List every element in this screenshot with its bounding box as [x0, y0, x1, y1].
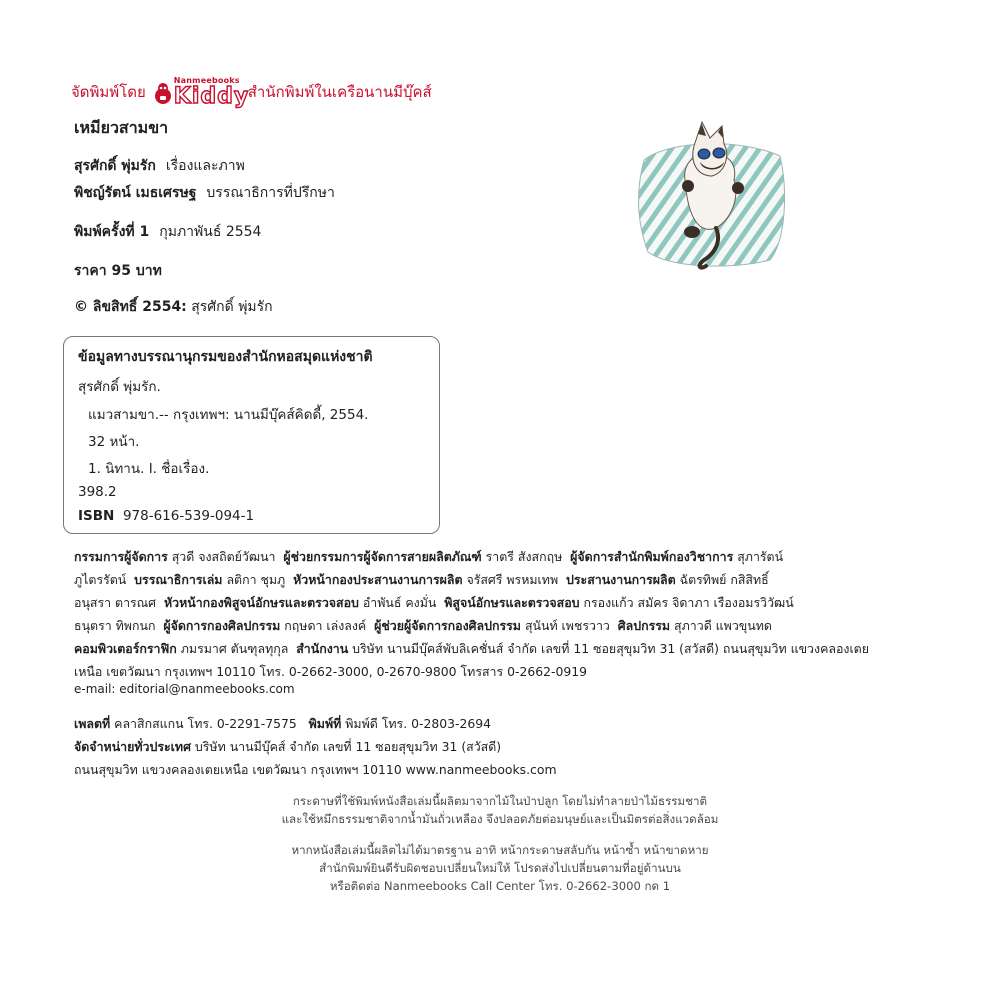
credits-line-4: ธนุตรา ทิพกนก ผู้จัดการกองศิลปกรรม กฤษดา เล่งลงค์ ผู้ช่วยผู้จัดการกองศิลปกรรม สุนันท์ เพชรวาว ศิลปกรรม สุภาวดี แพวขุนทด	[74, 618, 772, 633]
footer-notes	[0, 792, 1000, 895]
copyright-line	[74, 296, 273, 318]
catalog-class-number: 398.2	[78, 484, 117, 500]
publisher-line	[71, 76, 432, 108]
credits-line-6: เหนือ เขตวัฒนา กรุงเทพฯ 10110 โทร. 0-2662-3000, 0-2670-9800 โทรสาร 0-2662-0919	[74, 664, 587, 679]
edition-line	[74, 221, 261, 243]
price: ราคา 95 บาท	[74, 263, 162, 279]
edition-date: กุมภาพันธ์ 2554	[159, 224, 262, 240]
copyright-holder: สุรศักดิ์ พุ่มรัก	[191, 299, 273, 315]
email-address: e-mail: editorial@nanmeebooks.com	[74, 682, 295, 696]
plate-and-print-line: เพลตที่ คลาสิกสแกน โทร. 0-2291-7575 พิมพ์ที่ พิมพ์ดี โทร. 0-2803-2694	[74, 716, 491, 731]
edition-label: พิมพ์ครั้งที่ 1	[74, 224, 150, 240]
kiddy-logo: Nanmeebooks Kiddy	[152, 76, 244, 108]
call-center-note: หรือติดต่อ Nanmeebooks Call Center โทร. 0-2662-3000 กด 1	[329, 879, 671, 893]
distribution-address: ถนนสุขุมวิท แขวงคลองเตยเหนือ เขตวัฒนา กรุงเทพฯ 10110 www.nanmeebooks.com	[74, 762, 557, 777]
printing-info	[74, 712, 557, 781]
distribution-line: จัดจำหน่ายทั่วประเทศ บริษัท นานมีบุ๊คส์ จำกัด เลขที่ 11 ซอยสุขุมวิท 31 (สวัสดี)	[74, 739, 502, 754]
defect-note-2: สำนักพิมพ์ยินดีรับผิดชอบเปลี่ยนใหม่ให้ โปรดส่งไปเปลี่ยนตามที่อยู่ด้านบน	[319, 861, 681, 875]
credits-line-2: ภูไตรรัตน์ บรรณาธิการเล่ม ลติกา ชุมภู หัวหน้ากองประสานงานการผลิต จรัสศรี พรหมเทพ ประสานงานการผลิต ฉัตรทิพย์ กสิสิทธิ์	[74, 572, 769, 587]
credits-line-1: กรรมการผู้จัดการ สุวดี จงสถิตย์วัฒนา ผู้ช่วยกรรมการผู้จัดการสายผลิตภัณฑ์ ราตรี สังสกฤษ ผู้จัดการสำนักพิมพ์กองวิชาการ สุภารัตน์	[74, 549, 784, 564]
mascot-icon	[154, 82, 172, 104]
paper-note-2: และใช้หมึกธรรมชาติจากน้ำมันถั่วเหลือง จึงปลอดภัยต่อมนุษย์และเป็นมิตรต่อสิ่งแวดล้อม	[281, 812, 719, 826]
catalog-subjects: 1. นิทาน. I. ชื่อเรื่อง.	[88, 461, 210, 477]
advisor-line	[74, 182, 335, 204]
advisor-role: บรรณาธิการที่ปรึกษา	[206, 185, 335, 201]
advisor-name: พิชญ์รัตน์ เมธเศรษฐ	[74, 185, 197, 201]
credits-line-5: คอมพิวเตอร์กราฟิก ภมรมาศ ตันฑุลทุกุล สำนักงาน บริษัท นานมีบุ๊คส์พับลิเคชั่นส์ จำกัด เลขที่ 11 ซอยสุขุมวิท 31 (สวัสดี) ถนนสุขุมวิท แขวงคลองเตย	[74, 641, 869, 656]
catalog-isbn: ISBN 978-616-539-094-1	[78, 508, 255, 524]
author-line	[74, 155, 245, 177]
book-title: เหมียวสามขา	[74, 118, 169, 137]
publisher-prefix: จัดพิมพ์โดย	[71, 83, 146, 101]
publisher-suffix: สำนักพิมพ์ในเครือนานมีบุ๊คส์	[247, 83, 432, 101]
paper-note-1: กระดาษที่ใช้พิมพ์หนังสือเล่มนี้ผลิตมาจากไม้ในป่าปลูก โดยไม่ทำลายป่าไม้ธรรมชาติ	[292, 794, 708, 808]
author-name: สุรศักดิ์ พุ่มรัก	[74, 158, 156, 174]
defect-note-1: หากหนังสือเล่มนี้ผลิตไม่ได้มาตรฐาน อาทิ หน้ากระดาษสลับกัน หน้าซ้ำ หน้าขาดหาย	[291, 843, 709, 857]
credits-line-3: อนุสรา ตารณศ หัวหน้ากองพิสูจน์อักษรและตรวจสอบ อำพันธ์ คงมั่น พิสูจน์อักษรและตรวจสอบ กรองแก้ว สมัคร จิดาภา เรืองอมรวิวัฒน์	[74, 595, 794, 610]
author-role: เรื่องและภาพ	[165, 158, 245, 174]
catalog-title-line: แมวสามขา.-- กรุงเทพฯ: นานมีบุ๊คส์คิดดี้, 2554.	[88, 407, 369, 423]
credits	[74, 545, 940, 683]
catalog-pages: 32 หน้า.	[88, 434, 140, 450]
cat-on-cushion-illustration	[630, 120, 790, 275]
catalog-box	[63, 336, 440, 534]
catalog-heading: ข้อมูลทางบรรณานุกรมของสำนักหอสมุดแห่งชาติ	[78, 349, 373, 365]
copyright-label: © ลิขสิทธิ์ 2554:	[74, 299, 187, 315]
catalog-author: สุรศักดิ์ พุ่มรัก.	[78, 379, 161, 395]
